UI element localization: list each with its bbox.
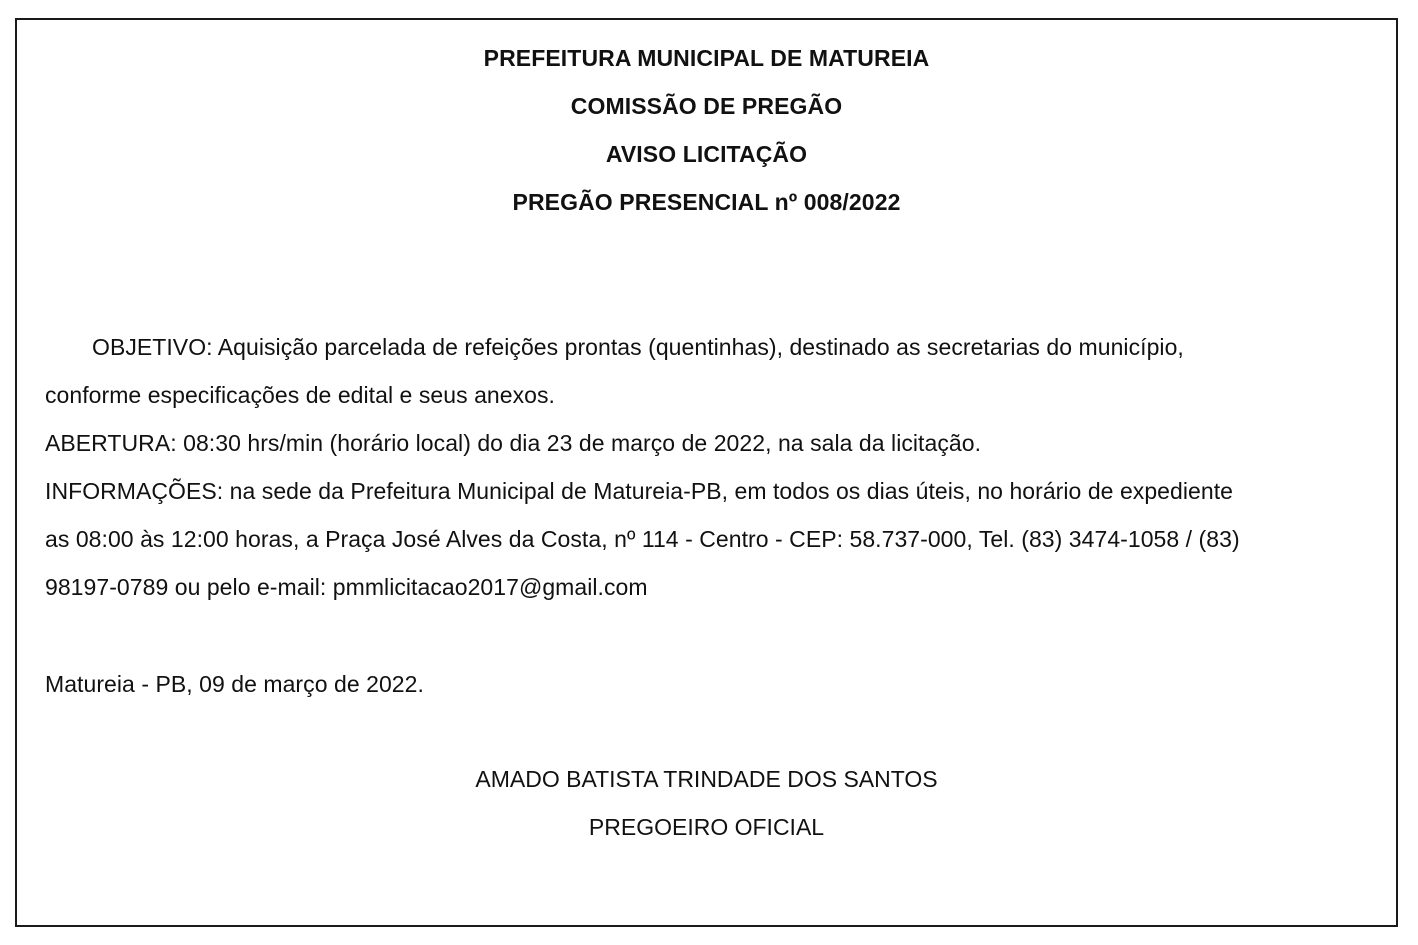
header-municipality: PREFEITURA MUNICIPAL DE MATUREIA bbox=[483, 45, 930, 71]
header-process-number: PREGÃO PRESENCIAL nº 008/2022 bbox=[512, 189, 901, 215]
information-line-3: 98197-0789 ou pelo e-mail: pmmlicitacao2017@gmail.com bbox=[45, 574, 648, 600]
date-line: Matureia - PB, 09 de março de 2022. bbox=[45, 671, 424, 697]
information-line-2: as 08:00 às 12:00 horas, a Praça José Alves da Costa, nº 114 - Centro - CEP: 58.737-000, Tel. (83) 3474-1058 / (83) bbox=[45, 526, 1240, 552]
objective-line-2: conforme especificações de edital e seus anexos. bbox=[45, 382, 555, 408]
opening-line: ABERTURA: 08:30 hrs/min (horário local) do dia 23 de março de 2022, na sala da licitação. bbox=[45, 430, 982, 456]
information-line-1: INFORMAÇÕES: na sede da Prefeitura Municipal de Matureia-PB, em todos os dias úteis, no horário de expediente bbox=[45, 478, 1233, 504]
header-notice-type: AVISO LICITAÇÃO bbox=[605, 141, 808, 167]
objective-line-1: OBJETIVO: Aquisição parcelada de refeições prontas (quentinhas), destinado as secretarias do município, bbox=[92, 334, 1184, 360]
signatory-title: PREGOEIRO OFICIAL bbox=[588, 814, 825, 840]
notice-frame bbox=[15, 18, 1398, 927]
signatory-name: AMADO BATISTA TRINDADE DOS SANTOS bbox=[475, 766, 938, 792]
header-commission: COMISSÃO DE PREGÃO bbox=[570, 93, 843, 119]
